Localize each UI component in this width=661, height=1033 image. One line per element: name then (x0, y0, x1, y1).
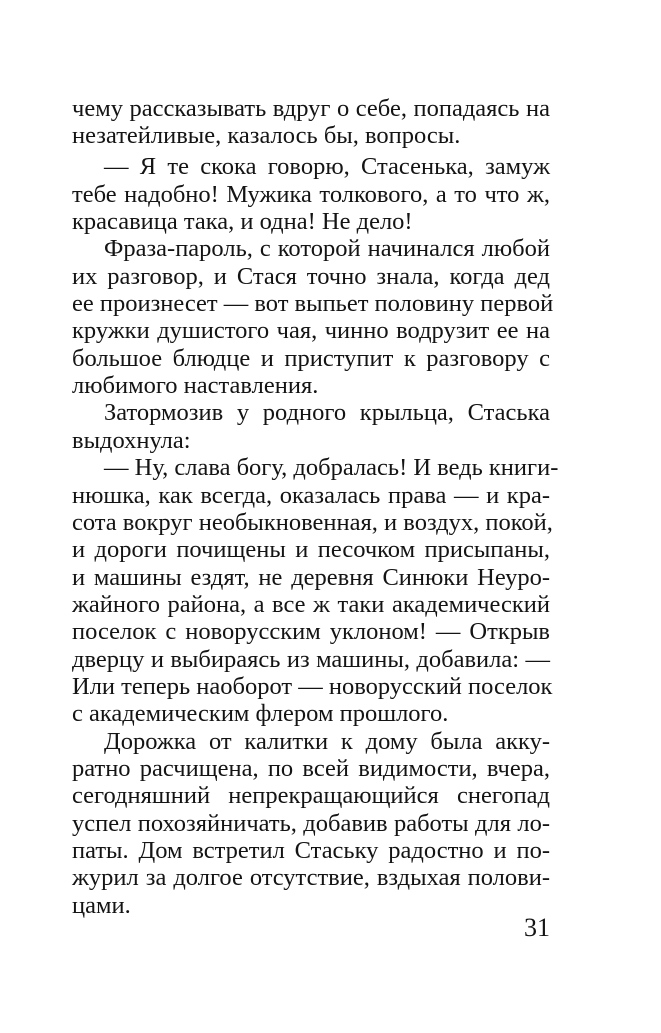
text-line: их разговор, и Стася точно знала, когда дед (72, 263, 550, 290)
text-line: с академическим флером прошлого. (72, 700, 449, 727)
text-line: кружки душистого чая, чинно водрузит ее на (72, 317, 550, 344)
text-line: Затормозив у родного крыльца, Стаська (104, 399, 550, 426)
text-line: большое блюдце и приступит к разговору с (72, 345, 550, 372)
text-line: Или теперь наоборот — новорусский поселок (72, 673, 553, 700)
text-line: успел похозяйничать, добавив работы для ло- (72, 810, 550, 837)
text-line: тебе надобно! Мужика толкового, а то что ж, (72, 181, 550, 208)
text-line: сегодняшний непрекращающийся снегопад (72, 782, 550, 809)
text-line: Дорожка от калитки к дому была акку- (104, 728, 550, 755)
text-line: ратно расчищена, по всей видимости, вчера, (72, 755, 550, 782)
text-line: Фраза-пароль, с которой начинался любой (104, 235, 550, 262)
text-line: жайного района, а все ж таки академический (72, 591, 550, 618)
text-line: и дороги почищены и песочком присыпаны, (72, 536, 550, 563)
text-line: поселок с новорусским уклоном! — Открыв (72, 618, 550, 645)
text-line: — Ну, слава богу, добралась! И ведь книги- (104, 454, 559, 481)
text-line: сота вокруг необыкновенная, и воздух, покой, (72, 509, 553, 536)
text-line: дверцу и выбираясь из машины, добавила: — (72, 646, 550, 673)
text-line: красавица така, и одна! Не дело! (72, 208, 413, 235)
text-line: ее произнесет — вот выпьет половину первой (72, 290, 554, 317)
text-line: нюшка, как всегда, оказалась права — и кра- (72, 482, 550, 509)
page-number: 31 (524, 913, 550, 942)
text-line: — Я те скока говорю, Стасенька, замуж (104, 153, 550, 180)
text-line: выдохнула: (72, 427, 191, 454)
text-line: незатейливые, казалось бы, вопросы. (72, 122, 461, 149)
text-line: и машины ездят, не деревня Синюки Неуро- (72, 564, 550, 591)
text-line: цами. (72, 892, 131, 919)
text-line: паты. Дом встретил Стаську радостно и по- (72, 837, 550, 864)
text-line: журил за долгое отсутствие, вздыхая полови- (72, 864, 550, 891)
text-line: любимого наставления. (72, 372, 319, 399)
text-line: чему рассказывать вдруг о себе, попадаясь на (72, 95, 550, 122)
